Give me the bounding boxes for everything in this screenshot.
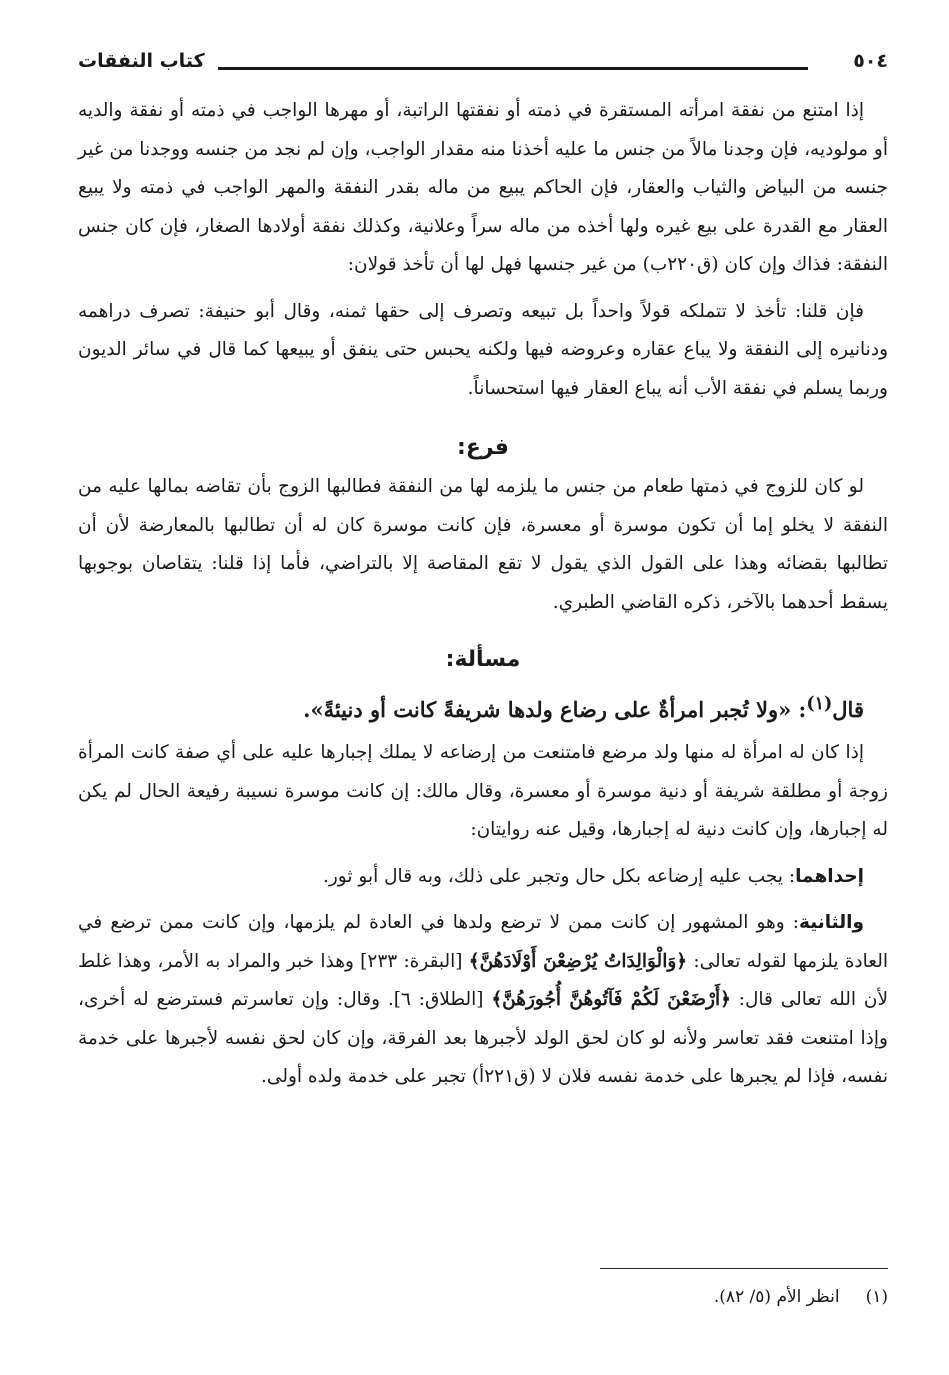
paragraph-2: فإن قلنا: تأخذ لا تتملكه قولاً واحداً بل تبيعه وتصرف إلى حقها ثمنه، وقال أبو حنيفة: تصرف دراهمه ودنانيره إلى النفقة ولا يباع عقاره وعروضه فيها ولكنه يحبس حتى ينفق أو يبيعها كما قال في سائر الديون وربما يسلم في نفقة الأب أنه يباع العقار فيها استحساناً.	[78, 300, 888, 399]
footnote-number: (١)	[865, 1287, 888, 1307]
footnote-marker: (١)	[806, 694, 833, 714]
qal-line	[78, 684, 888, 730]
second-narration-text-c: [الطلاق: ٦]. وقال: وإن تعاسرتم فسترضع له أخرى، وإذا امتنعت فقد تعاسر ولأنه لو كان لحق الولد لأجبرها بعد الفرقة، وإن كان لحق نفسه لأجبرها على خدمة نفسه، فإذا لم يجبرها على خدمة نفسه فلان لا (ق٢٢١أ) تجبر على خدمة ولده أولى.	[78, 989, 888, 1087]
masala-heading: مسألة:	[445, 647, 521, 672]
header-rule	[218, 67, 808, 70]
qal-label: قال	[832, 697, 864, 722]
footnote	[714, 1282, 888, 1312]
second-narration-label: والثانية	[798, 912, 864, 933]
masala-body-1: إذا كان له امرأة له منها ولد مرضع فامتنعت من إرضاعه لا يملك إجبارها عليه على أي صفة كانت المرأة زوجة أو مطلقة شريفة أو دنية موسرة أو معسرة، وقال مالك: إن كانت موسرة نسيبة رفيعة الحال لم يكن له إجبارها، وإن كانت دنية له إجبارها، وقيل عنه روايتان:	[78, 742, 888, 840]
quran-verse-1: ﴿وَالْوَالِدَاتُ يُرْضِعْنَ أَوْلَادَهُنَّ﴾	[468, 950, 688, 972]
running-header	[78, 40, 888, 92]
far-heading: فرع:	[457, 435, 509, 460]
far-body: لو كان للزوج في ذمتها طعام من جنس ما يلزمه لها من النفقة فطالبها الزوج بأن تقاضه بمالها عليه من النفقة لا يخلو إما أن تكون موسرة أو معسرة، فإن كانت موسرة كان له أن تطالبها بالمعارضة لأن أن تطالبها بقضائه وهذا على القول الذي يقول لا تقع المقاصة إلا بالتراضي، فأما إذا قلنا: يتقاصان بوجوبها يسقط أحدهما بالآخر، ذكره القاضي الطبري.	[78, 476, 888, 613]
qal-quote: «ولا تُجبر امرأةٌ على رضاع ولدها شريفةً كانت أو دنيئةً».	[303, 697, 792, 722]
first-narration-label: إحداهما	[795, 865, 864, 887]
first-narration	[78, 858, 888, 897]
page-number: ٥٠٤	[853, 50, 888, 72]
paragraph-1: إذا امتنع من نفقة امرأته المستقرة في ذمته أو نفقتها الراتبة، أو مهرها الواجب في ذمته أو نفقة والديه أو مولوديه، فإن وجدنا مالاً من جنس ما عليه أخذنا منه مقدار الواجب، وإن لم نجد من جنسه ووجدنا من غير جنسه من البياض والثياب والعقار، فإن الحاكم يبيع من ماله بقدر النفقة والمهر الواجب في ذمته ولا يبيع العقار مع القدرة على بيع غيره ولها أخذه من ماله سراً وعلانية، وكذلك نفقة أولادها الصغار، فإن كان جنس النفقة: فذاك وإن كان (ق٢٢٠ب) من غير جنسها فهل لها أن تأخذ قولان:	[78, 100, 888, 275]
first-narration-text: : يجب عليه إرضاعه بكل حال وتجبر على ذلك، وبه قال أبو ثور.	[322, 865, 796, 887]
second-narration-text-a: : وهو المشهور إن كانت ممن لا ترضع ولدها في العادة لم يلزمها، وإن كانت ممن ترضع في العادة يلزمها لقوله تعالى:	[78, 912, 888, 972]
document-page	[78, 40, 889, 1307]
footnote-text: انظر الأم (٥/ ٨٢).	[713, 1287, 840, 1307]
book-title: كتاب النفقات	[78, 50, 205, 72]
second-narration-text-b: [البقرة: ٢٣٣] وهذا خبر والمراد به الأمر، وهذا غلط لأن الله تعالى قال:	[78, 950, 889, 1010]
footnote-rule	[600, 1268, 888, 1269]
qal-separator: :	[791, 697, 807, 722]
second-narration	[78, 904, 888, 1097]
quran-verse-2: ﴿أَرْضَعْنَ لَكُمْ فَآتُوهُنَّ أُجُورَهُنَّ﴾	[491, 989, 731, 1010]
